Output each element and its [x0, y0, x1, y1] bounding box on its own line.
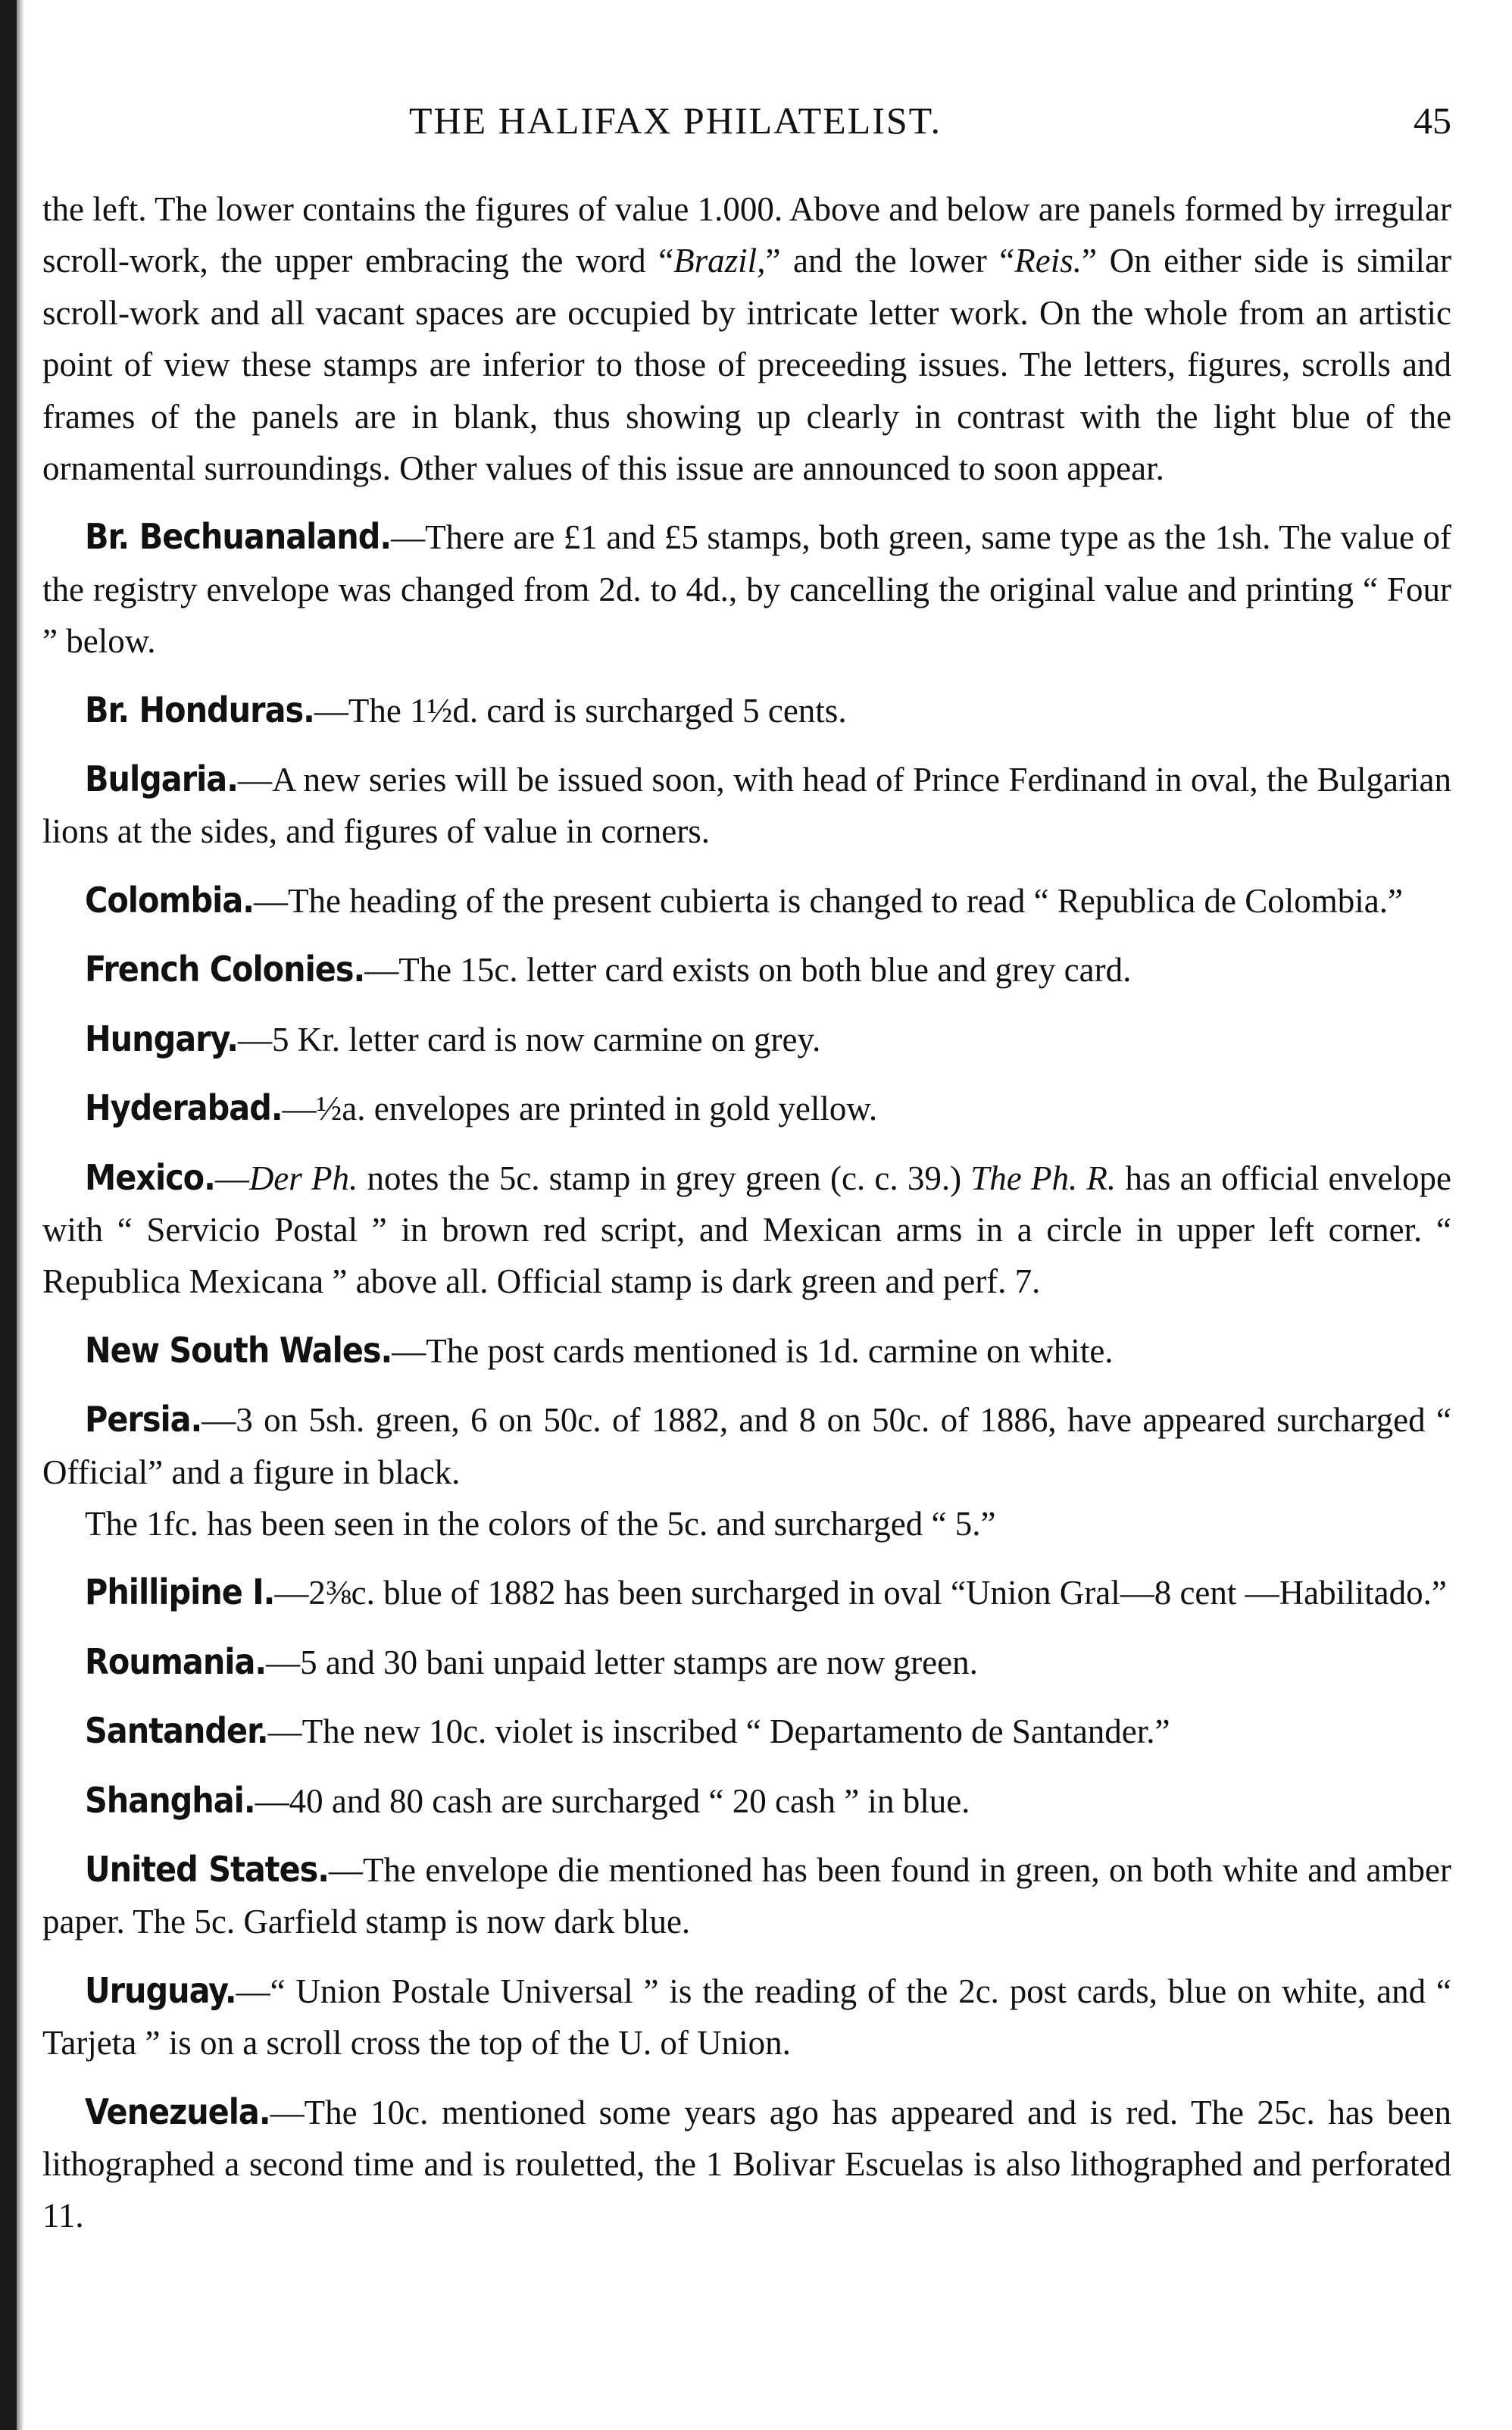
text-new-south-wales: —The post cards mentioned is 1d. carmine on white.	[392, 1331, 1114, 1370]
text-french-colonies: —The 15c. letter card exists on both blue and grey card.	[364, 951, 1132, 990]
text-mexico-der-ph: Der Ph.	[248, 1159, 358, 1197]
topic-santander: Santander.	[85, 1710, 268, 1752]
intro-brazil: Brazil,	[673, 242, 766, 280]
topic-uruguay: Uruguay.	[85, 1969, 236, 2011]
entry-colombia	[42, 874, 1451, 927]
text-mexico-c: has an official envelope with “ Servicio Postal ” in brown red script, and Mexican arms in a circle in upper left corner. “ Republica Mexicana ” above all. Official stamp is dark green and perf. 7.	[42, 1159, 1451, 1301]
text-colombia: —The heading of the present cubierta is changed to read “ Republica de Colombia.”	[253, 881, 1403, 920]
entry-mexico	[42, 1152, 1451, 1308]
entry-bulgaria	[42, 753, 1451, 858]
topic-honduras: Br. Honduras.	[85, 689, 314, 730]
entry-bechuanaland	[42, 511, 1451, 667]
entry-hungary	[42, 1013, 1451, 1065]
text-uruguay: —“ Union Postale Universal ” is the reading of the 2c. post cards, blue on white, and “ Tarjeta ” is on a scroll cross the top of the U. of Union.	[42, 1972, 1451, 2063]
entry-united-states	[42, 1844, 1451, 1948]
entry-shanghai	[42, 1775, 1451, 1827]
topic-bulgaria: Bulgaria.	[85, 758, 238, 800]
text-honduras: —The 1½d. card is surcharged 5 cents.	[314, 691, 847, 730]
entry-santander	[42, 1705, 1451, 1757]
entry-honduras	[42, 684, 1451, 737]
text-phillipine: —2⅜c. blue of 1882 has been surcharged in oval “Union Gral—8 cent —Habilitado.”	[274, 1574, 1447, 1612]
binding-edge	[0, 0, 17, 2430]
running-title: THE HALIFAX PHILATELIST.	[409, 99, 942, 142]
intro-paragraph	[42, 183, 1451, 494]
topic-hyderabad: Hyderabad.	[85, 1087, 283, 1129]
text-roumania: —5 and 30 bani unpaid letter stamps are now green.	[266, 1643, 978, 1681]
running-head	[0, 99, 1512, 152]
entry-venezuela	[42, 2086, 1451, 2242]
topic-persia: Persia.	[85, 1399, 202, 1440]
article-body	[42, 183, 1451, 2242]
entry-phillipine	[42, 1566, 1451, 1618]
topic-colombia: Colombia.	[85, 879, 254, 921]
binding-shadow	[17, 0, 24, 2430]
text-santander: —The new 10c. violet is inscribed “ Departamento de Santander.”	[267, 1712, 1170, 1751]
topic-venezuela: Venezuela.	[85, 2091, 270, 2132]
text-persia: —3 on 5sh. green, 6 on 50c. of 1882, and 8 on 50c. of 1886, have appeared surcharged “ Official” and a figure in black.	[42, 1401, 1451, 1491]
text-united-states: —The envelope die mentioned has been found in green, on both white and amber paper. The 5c. Garfield stamp is now dark blue.	[42, 1850, 1451, 1941]
text-hyderabad: —½a. envelopes are printed in gold yellow.	[282, 1090, 878, 1128]
intro-text-a: the left. The lower contains the figures of value 1.000. Above and below are panels formed by irregular scroll-work, the upper embracing the word “	[42, 190, 1451, 280]
topic-new-south-wales: New South Wales.	[85, 1329, 392, 1371]
text-mexico-ph-r: The Ph. R.	[970, 1159, 1117, 1197]
entry-uruguay	[42, 1965, 1451, 2069]
topic-phillipine: Phillipine I.	[85, 1572, 275, 1613]
text-mexico-a: —	[214, 1159, 249, 1197]
text-shanghai: —40 and 80 cash are surcharged “ 20 cash ” in blue.	[255, 1781, 970, 1820]
text-mexico-b: notes the 5c. stamp in grey green (c. c. 39.)	[358, 1159, 971, 1197]
intro-text-c: ” On either side is similar scroll-work and all vacant spaces are occupied by intricate letter work. On the whole from an artistic point of view these stamps are inferior to those of preceeding issues. The letters, figures, scrolls and frames of the panels are in blank, thus showing up clearly in contrast with the light blue of the ornamental surroundings. Other values of this issue are announced to soon appear.	[42, 242, 1451, 488]
topic-hungary: Hungary.	[85, 1018, 239, 1059]
entry-hyderabad	[42, 1082, 1451, 1134]
text-bechuanaland: —There are £1 and £5 stamps, both green, same type as the 1sh. The value of the registry envelope was changed from 2d. to 4d., by cancelling the original value and printing “ Four ” below.	[42, 518, 1451, 661]
entry-persia	[42, 1393, 1451, 1498]
intro-text-b: ” and the lower “	[765, 242, 1015, 280]
text-venezuela: —The 10c. mentioned some years ago has appeared and is red. The 25c. has been lithographed a second time and is rouletted, the 1 Bolivar Escuelas is also lithographed and perforated 11.	[42, 2093, 1451, 2235]
topic-shanghai: Shanghai.	[85, 1779, 255, 1821]
text-hungary: —5 Kr. letter card is now carmine on grey.	[238, 1020, 821, 1059]
topic-united-states: United States.	[85, 1848, 330, 1890]
intro-reis: Reis.	[1014, 242, 1082, 280]
topic-roumania: Roumania.	[85, 1640, 267, 1682]
topic-mexico: Mexico.	[85, 1156, 215, 1198]
page-number: 45	[1414, 99, 1451, 142]
topic-bechuanaland: Br. Bechuanaland.	[85, 516, 392, 558]
text-bulgaria: —A new series will be issued soon, with head of Prince Ferdinand in oval, the Bulgarian lions at the sides, and figures of value in corners.	[42, 761, 1451, 851]
entry-persia-note	[42, 1498, 1451, 1550]
entry-french-colonies	[42, 943, 1451, 996]
text-persia-note: The 1fc. has been seen in the colors of the 5c. and surcharged “ 5.”	[85, 1504, 996, 1543]
entry-roumania	[42, 1636, 1451, 1688]
topic-french-colonies: French Colonies.	[85, 949, 365, 990]
entry-new-south-wales	[42, 1324, 1451, 1377]
